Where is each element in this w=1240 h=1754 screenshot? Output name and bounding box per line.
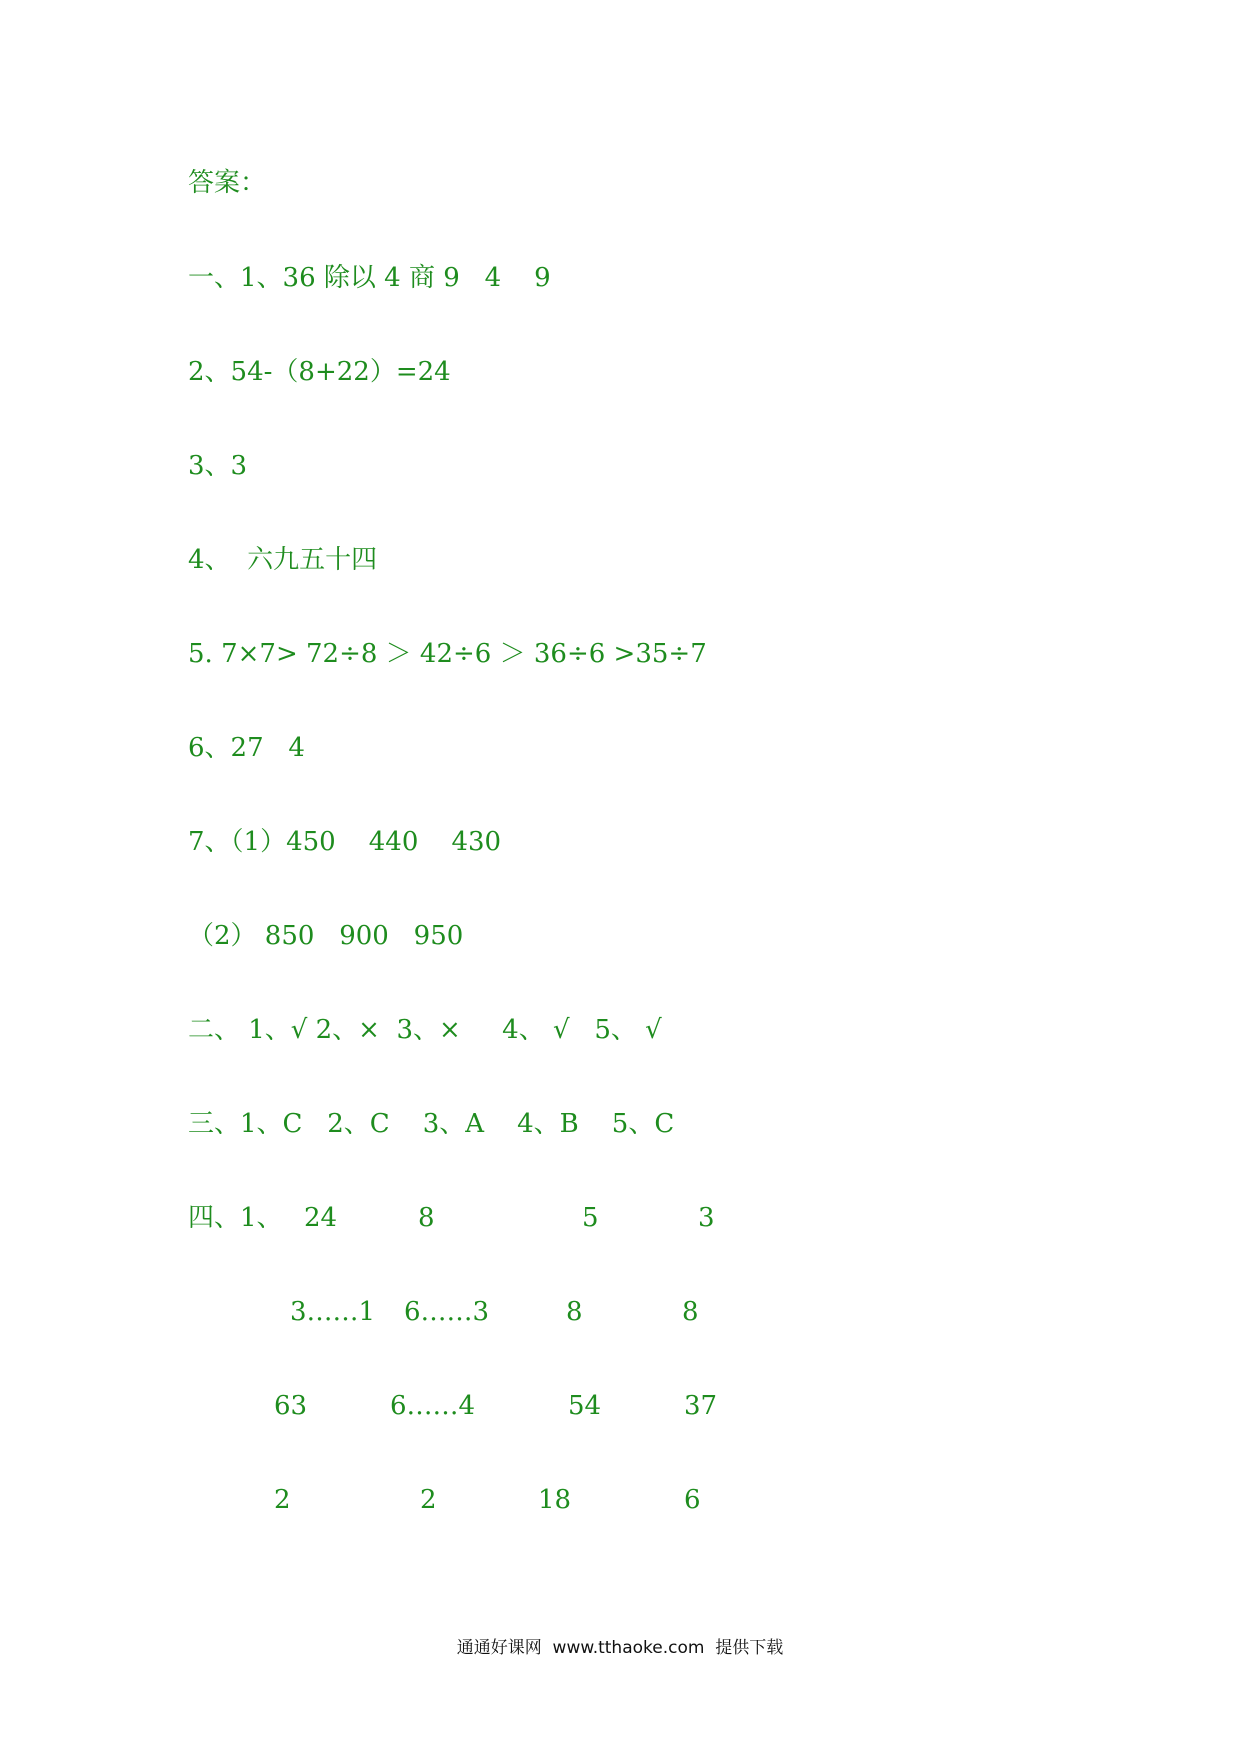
answer-line-1-5: 5. 7×7> 72÷8 ＞ 42÷6 ＞ 36÷6 >35÷7 xyxy=(188,639,707,669)
grid-cell: 5 xyxy=(582,1203,599,1233)
answer-line-3: 三、1、C 2、C 3、A 4、B 5、C xyxy=(188,1109,675,1139)
grid-cell: 54 xyxy=(568,1391,602,1421)
grid-cell: 6……4 xyxy=(390,1391,476,1421)
answer-line-1-3: 3、3 xyxy=(188,451,248,481)
page-footer: 通通好课网 www.tthaoke.com 提供下载 xyxy=(456,1638,784,1658)
answer-line-1-1: 一、1、36 除以 4 商 9 4 9 xyxy=(188,263,551,293)
grid-cell: 8 xyxy=(418,1203,435,1233)
grid-cell: 8 xyxy=(682,1297,699,1327)
section-4-label: 四、1、 xyxy=(188,1203,283,1233)
grid-cell: 37 xyxy=(684,1391,718,1421)
answer-line-2: 二、 1、√ 2、× 3、× 4、 √ 5、 √ xyxy=(188,1015,662,1045)
answer-heading: 答案： xyxy=(188,168,267,198)
answer-line-1-4: 4、 六九五十四 xyxy=(188,545,378,575)
grid-cell: 18 xyxy=(538,1485,572,1515)
grid-cell: 3 xyxy=(698,1203,715,1233)
answer-line-1-7: 7、（1）450 440 430 xyxy=(188,827,502,857)
answer-line-1-2: 2、54-（8+22）=24 xyxy=(188,357,451,387)
grid-cell: 6……3 xyxy=(404,1297,490,1327)
grid-cell: 2 xyxy=(420,1485,437,1515)
grid-cell: 3……1 xyxy=(290,1297,376,1327)
answer-line-1-6: 6、27 4 xyxy=(188,733,305,763)
grid-cell: 6 xyxy=(684,1485,701,1515)
answer-line-1-7-2: （2） 850 900 950 xyxy=(188,921,464,951)
grid-cell: 63 xyxy=(274,1391,308,1421)
grid-cell: 24 xyxy=(304,1203,338,1233)
grid-cell: 2 xyxy=(274,1485,291,1515)
grid-cell: 8 xyxy=(566,1297,583,1327)
